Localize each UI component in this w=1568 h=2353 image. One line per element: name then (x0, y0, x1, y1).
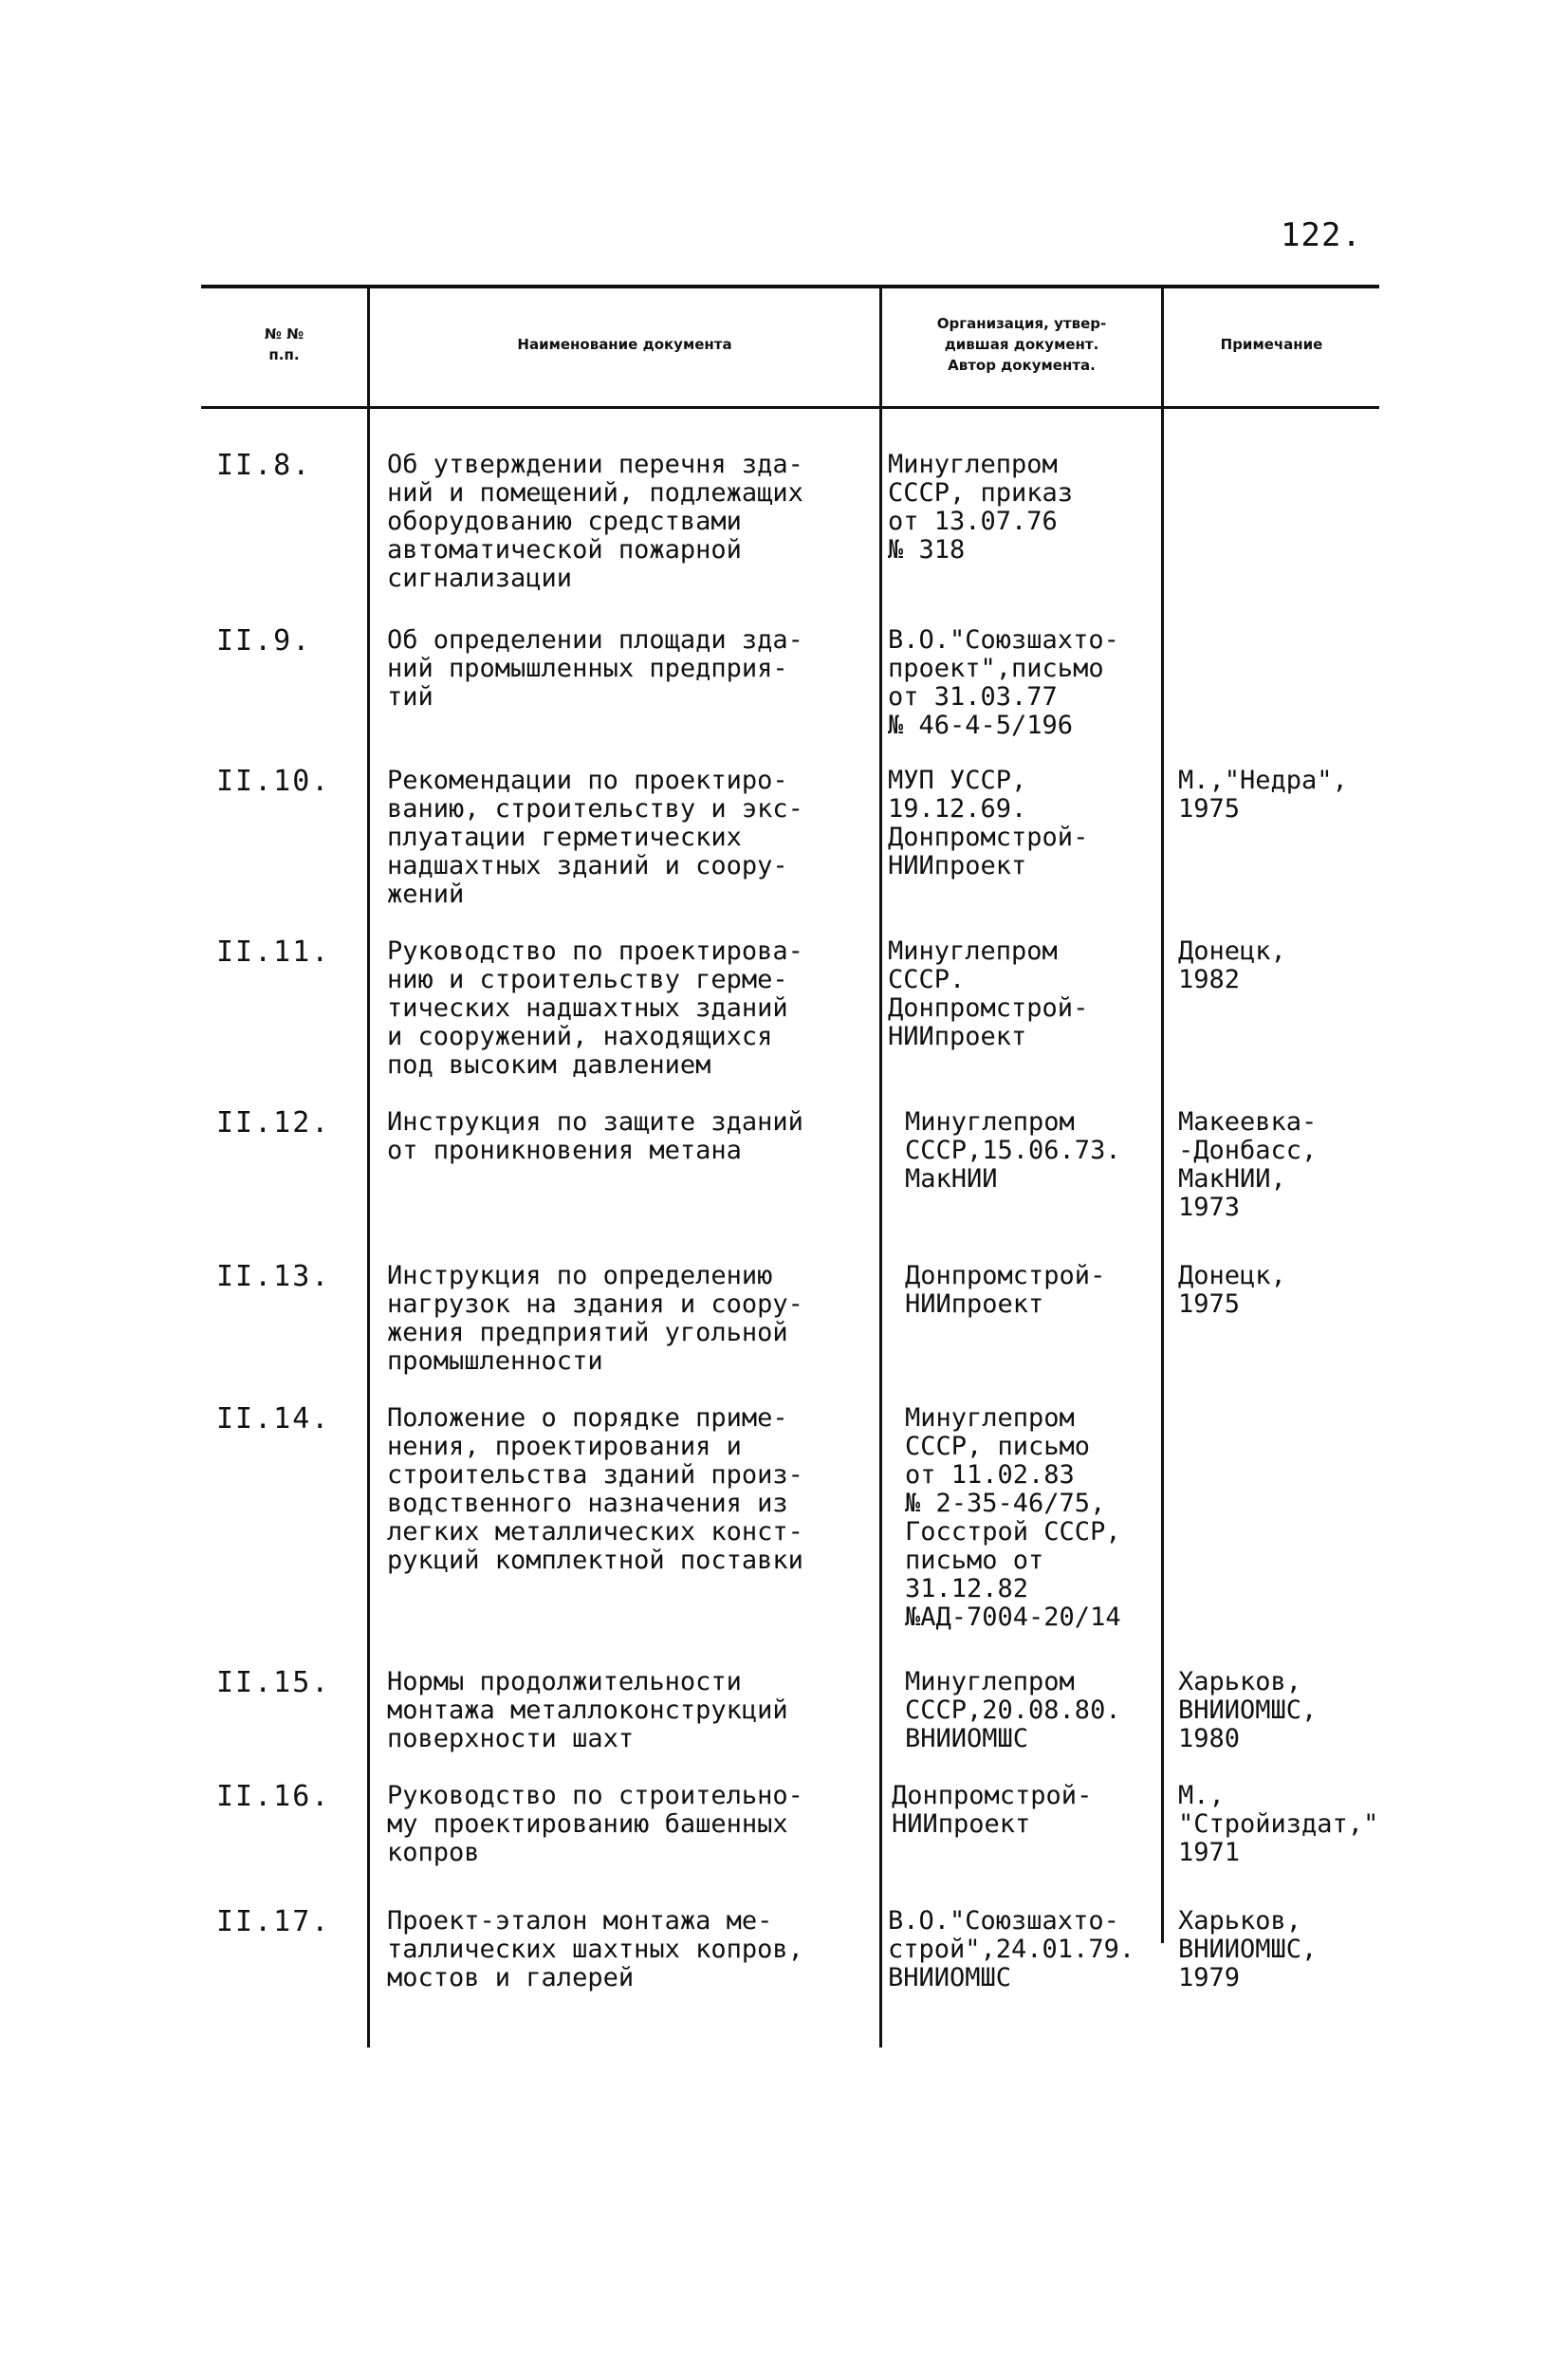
header-note: Примечание (1220, 336, 1323, 354)
organization: Минуглепром СССР, приказ от 13.07.76 № 318 (888, 450, 1074, 565)
document-name: Об определении площади зда- ний промышленных предприя- тий (387, 625, 803, 712)
organization: Донпромстрой- НИИпроект (905, 1261, 1106, 1319)
row-number: II.8. (216, 449, 312, 482)
document-name: Инструкция по защите зданий от проникновения метана (387, 1107, 803, 1165)
document-name: Руководство по строительно- му проектированию башенных копров (387, 1781, 803, 1867)
document-name: Рекомендации по проектиро- ванию, строительству и экс- плуатации герметических надшахтных зданий и соору- жений (387, 766, 803, 909)
document-name: Инструкция по определению нагрузок на здания и соору- жения предприятий угольной промышленности (387, 1261, 803, 1376)
organization: В.О."Союзшахто- строй",24.01.79. ВНИИОМШС (888, 1906, 1135, 1992)
organization: В.О."Союзшахто- проект",письмо от 31.03.77 № 46-4-5/196 (888, 625, 1119, 740)
note: Харьков, ВНИИОМШС, 1979 (1178, 1906, 1318, 1992)
document-name: Руководство по проектирова- нию и строительству герме- тических надшахтных зданий и сооружений, находящихся под высоким давлением (387, 936, 803, 1080)
organization: Минуглепром СССР,20.08.80. ВНИИОМШС (905, 1667, 1121, 1753)
table-top-rule (201, 285, 1379, 288)
organization: Донпромстрой- НИИпроект (892, 1781, 1093, 1839)
note: Макеевка- -Донбасс, МакНИИ, 1973 (1178, 1107, 1318, 1222)
note: Донецк, 1982 (1178, 936, 1286, 994)
header-document-name: Наименование документа (517, 336, 732, 354)
row-number: II.9. (216, 624, 312, 658)
organization: Минуглепром СССР, письмо от 11.02.83 № 2-35-46/75, Госстрой СССР, письмо от 31.12.82 №АД-7004-20/14 (905, 1403, 1121, 1632)
note: М., "Стройиздат," 1971 (1178, 1781, 1379, 1867)
note: М.,"Недра", 1975 (1178, 766, 1348, 824)
organization: МУП УССР, 19.12.69. Донпромстрой- НИИпроект (888, 766, 1089, 880)
row-number: II.10. (216, 765, 331, 798)
documents-table (201, 285, 1379, 2049)
note: Донецк, 1975 (1178, 1261, 1286, 1319)
organization: Минуглепром СССР,15.06.73. МакНИИ (905, 1107, 1121, 1194)
row-number: II.12. (216, 1106, 331, 1139)
row-number: II.15. (216, 1666, 331, 1699)
row-number: II.16. (216, 1780, 331, 1813)
row-number: II.17. (216, 1905, 331, 1938)
document-name: Проект-эталон монтажа ме- таллических шахтных копров, мостов и галерей (387, 1906, 803, 1992)
document-name: Нормы продолжительности монтажа металлоконструкций поверхности шахт (387, 1667, 788, 1753)
document-name: Об утверждении перечня зда- ний и помещений, подлежащих оборудованию средствами автоматической пожарной сигнализации (387, 450, 803, 593)
row-number: II.11. (216, 936, 331, 969)
organization: Минуглепром СССР. Донпромстрой- НИИпроект (888, 936, 1089, 1051)
page-number: 122. (1281, 216, 1362, 254)
row-number: II.13. (216, 1260, 331, 1293)
header-number: № № п.п. (264, 325, 304, 363)
header-organization: Организация, утвер- дившая документ. Автор документа. (936, 315, 1107, 374)
header-bottom-rule (201, 406, 1379, 409)
document-name: Положение о порядке приме- нения, проектирования и строительства зданий произ- водственного назначения из легких металлических конст- рукций комплектной поставки (387, 1403, 803, 1575)
note: Харьков, ВНИИОМШС, 1980 (1178, 1667, 1318, 1753)
row-number: II.14. (216, 1402, 331, 1436)
